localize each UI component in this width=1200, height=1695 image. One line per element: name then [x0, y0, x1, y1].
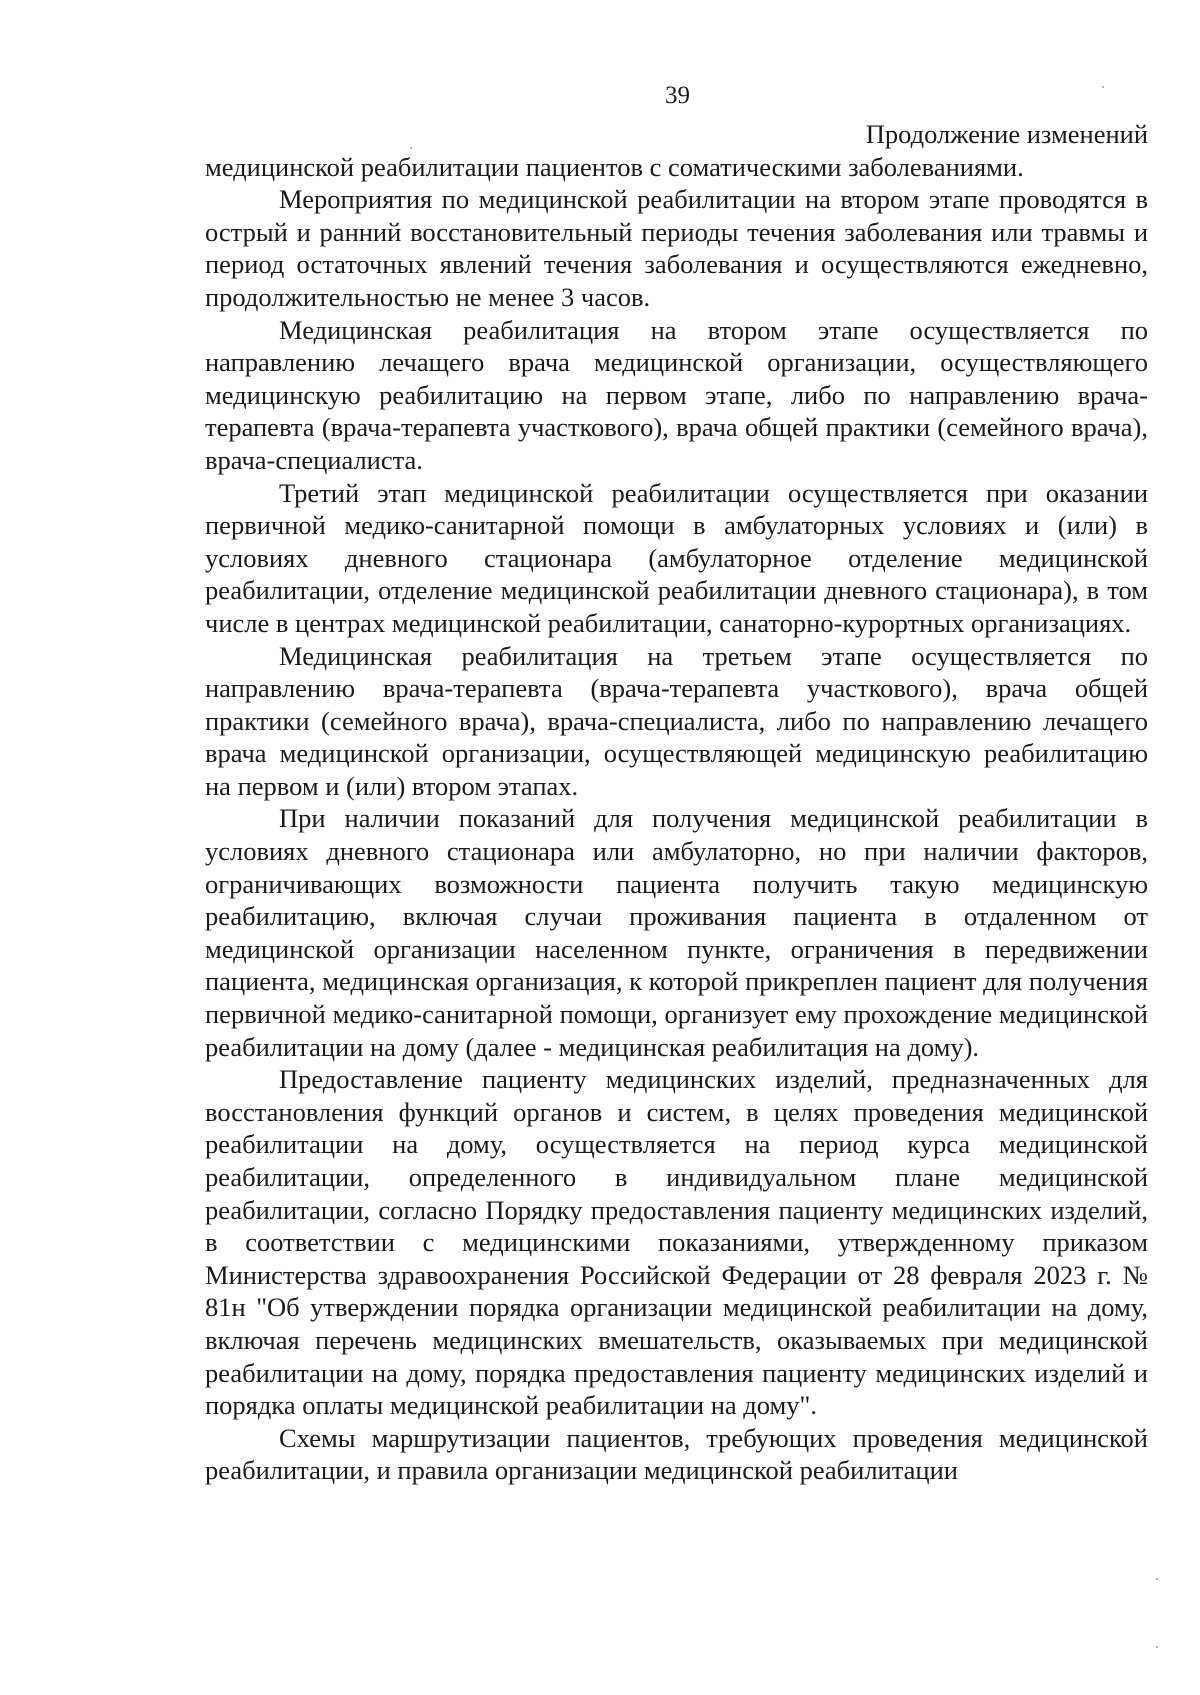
page-number: 39 — [665, 82, 690, 109]
scan-speck — [1156, 1646, 1158, 1648]
paragraph-routing-schemes: Схемы маршрутизации пациентов, требующих проведения медицинской реабилитации, и правила организации медицинской реабилитации — [205, 1422, 1148, 1486]
paragraph-third-stage: Третий этап медицинской реабилитации осуществляется при оказании первичной медико-санитарной помощи в амбулаторных условиях и (или) в условиях дневного стационара (амбулаторное отделение медицинской реабилитации, отделение медицинской реабилитации дневного стационара), в том числе в центрах медицинской реабилитации, санаторно-курортных организациях. — [205, 477, 1148, 638]
paragraph-third-stage-referral: Медицинская реабилитация на третьем этапе осуществляется по направлению врача-терапевта (врача-терапевта участкового), врача общей практики (семейного врача), врача-специалиста, либо по направлению лечащего врача медицинской организации, осуществляющей медицинскую реабилитацию на первом и (или) втором этапах. — [205, 640, 1148, 801]
paragraph-medical-devices: Предоставление пациенту медицинских изделий, предназначенных для восстановления функций органов и систем, в целях проведения медицинской реабилитации на дому, осуществляется на период курса медицинской реабилитации, определенного в индивидуальном плане медицинской реабилитации, согласно Порядку предоставления пациенту медицинских изделий, в соответствии с медицинскими показаниями, утвержденному приказом Министерства здравоохранения Российской Федерации от 28 февраля 2023 г. № 81н "Об утверждении порядка организации медицинской реабилитации на дому, включая перечень медицинских вмешательств, оказываемых при медицинской реабилитации на дому, порядка предоставления пациенту медицинских изделий и порядка оплаты медицинской реабилитации на дому". — [205, 1064, 1148, 1421]
scan-speck — [1102, 86, 1104, 88]
scan-speck — [1156, 1578, 1158, 1580]
paragraph-home-rehabilitation: При наличии показаний для получения медицинской реабилитации в условиях дневного стационара или амбулаторно, но при наличии факторов, ограничивающих возможности пациента получить такую медицинскую реабилитацию, включая случаи проживания пациента в отдаленном от медицинской организации населенном пункте, ограничения в передвижении пациента, медицинская организация, к которой прикреплен пациент для получения первичной медико-санитарной помощи, организует ему прохождение медицинской реабилитации на дому (далее - медицинская реабилитация на дому). — [205, 803, 1148, 1062]
paragraph-second-stage-referral: Медицинская реабилитация на втором этапе осуществляется по направлению лечащего врача медицинской организации, осуществляющего медицинскую реабилитацию на первом этапе, либо по направлению врача-терапевта (врача-терапевта участкового), врача общей практики (семейного врача), врача-специалиста. — [205, 314, 1148, 475]
scan-speck — [410, 147, 412, 149]
document-body — [205, 118, 1148, 1487]
continuation-header: Продолжение изменений — [865, 119, 1148, 149]
paragraph-continuation: медицинской реабилитации пациентов с соматическими заболеваниями. — [205, 151, 1024, 182]
paragraph-second-stage-activities: Мероприятия по медицинской реабилитации на втором этапе проводятся в острый и ранний восстановительный периоды течения заболевания или травмы и период остаточных явлений течения заболевания и осуществляются ежедневно, продолжительностью не менее 3 часов. — [205, 184, 1148, 312]
